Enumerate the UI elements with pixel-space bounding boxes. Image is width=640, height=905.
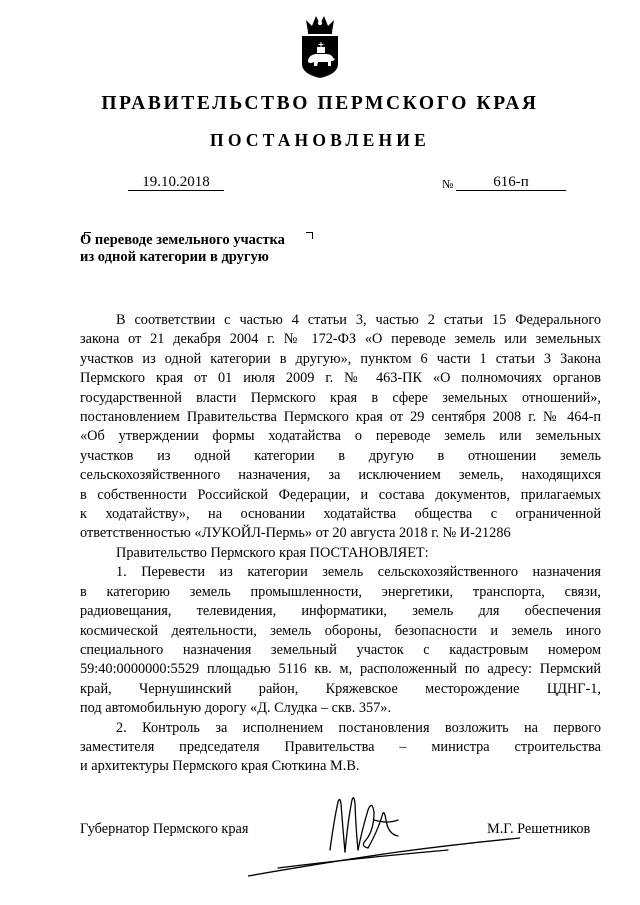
body-line: постановлением Правительства Пермского края от 29 сентября 2008 г. № 464-п	[80, 409, 601, 426]
signatory-name: М.Г. Решетников	[487, 821, 591, 837]
subject-line: О переводе земельного участка	[80, 232, 285, 248]
organization-title: ПРАВИТЕЛЬСТВО ПЕРМСКОГО КРАЯ	[101, 93, 539, 114]
document-date: 19.10.2018	[128, 174, 224, 191]
item1-line: 1. Перевести из категории земель сельскохозяйственного назначения	[116, 564, 601, 581]
document-subject	[80, 232, 340, 266]
item2-line: и архитектуры Пермского края Сюткина М.В.	[80, 758, 360, 775]
body-line: участков из одной категории в другую в отношении земель	[80, 447, 601, 464]
body-line: Пермского края от 01 июля 2009 г. № 463-ПК «О полномочиях органов	[80, 370, 601, 387]
item1-line: космической деятельности, земель обороны, безопасности и земель иного	[80, 622, 601, 639]
body-line: В соответствии с частью 4 статьи 3, частью 2 статьи 15 Федерального	[116, 312, 601, 328]
body-line: в собственности Российской Федерации, и состава документов, прилагаемых	[80, 486, 601, 503]
handwritten-signature	[248, 790, 520, 880]
item1-line: под автомобильную дорогу «Д. Слудка – скв. 357».	[80, 700, 392, 717]
item1-line: радиовещания, телевидения, информатики, земель для обеспечения	[80, 603, 601, 620]
signatory-position: Губернатор Пермского края	[80, 821, 249, 837]
item1-line: 59:40:0000000:5529 площадью 5116 кв. м, расположенный по адресу: Пермский	[80, 661, 601, 678]
item1-line: специального назначения земельный участок с кадастровым номером	[80, 641, 601, 658]
body-line: сельскохозяйственного назначения, за исключением земель, находящихся	[80, 467, 601, 484]
body-line: государственной власти Пермского края в сфере земельных отношений»,	[80, 389, 601, 406]
body-line: «Об утверждении формы ходатайства о переводе земель или земельных	[80, 428, 601, 445]
body-line: участков из одной категории в другую», пунктом 6 части 1 статьи 3 Закона	[80, 350, 601, 367]
subject-line: из одной категории в другую	[80, 249, 269, 265]
coat-of-arms-icon	[298, 14, 342, 80]
item2-line: заместителя председателя Правительства – министра строительства	[80, 738, 601, 755]
document-type: ПОСТАНОВЛЕНИЕ	[210, 130, 430, 150]
document-number: 616-п	[456, 174, 566, 191]
item1-line: край, Чернушинский район, Кряжевское месторождение ЦДНГ-1,	[80, 680, 601, 697]
item2-line: 2. Контроль за исполнением постановления возложить на первого	[116, 719, 601, 736]
number-sign: №	[442, 177, 454, 191]
resolves-line: Правительство Пермского края ПОСТАНОВЛЯЕТ:	[116, 544, 429, 561]
item1-line: в категорию земель промышленности, энергетики, транспорта, связи,	[80, 583, 601, 600]
body-line: закона от 21 декабря 2004 г. № 172-ФЗ «О переводе земель или земельных	[80, 331, 601, 348]
body-line: к ходатайству», на основании ходатайства общества с ограниченной	[80, 506, 601, 523]
body-line: ответственностью «ЛУКОЙЛ-Пермь» от 20 августа 2018 г. № И-21286	[80, 525, 511, 542]
document-body	[80, 311, 601, 777]
